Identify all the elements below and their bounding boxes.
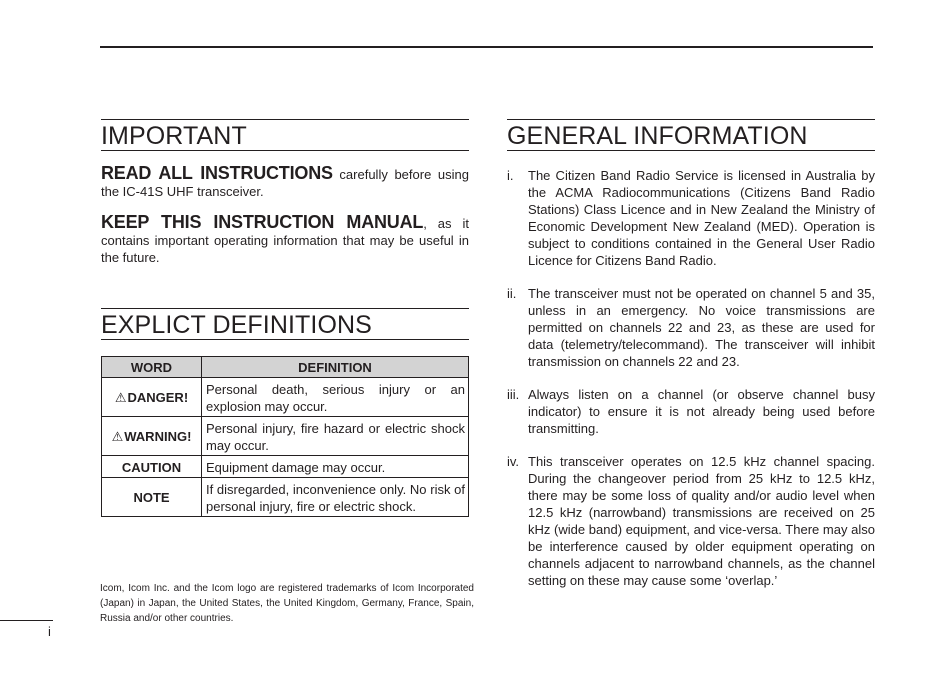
- warning-label: WARNING!: [124, 429, 192, 444]
- item-text: Always listen on a channel (or observe channel busy indicator) to ensure it is not already being used before transmitting.: [528, 387, 875, 436]
- list-item: [507, 167, 875, 269]
- page-number-rule: [0, 620, 53, 621]
- list-item: [507, 386, 875, 437]
- warning-word: [102, 417, 202, 456]
- left-column: [101, 119, 469, 517]
- caution-definition: Equipment damage may occur.: [202, 456, 469, 478]
- keep-manual-lead: KEEP THIS INSTRUCTION MANUAL: [101, 212, 424, 232]
- definitions-table: [101, 356, 469, 517]
- read-instructions-paragraph: [101, 165, 469, 200]
- definitions-header-row: [102, 357, 469, 378]
- important-heading: IMPORTANT: [101, 119, 469, 151]
- table-row: [102, 478, 469, 517]
- item-number: iii.: [507, 387, 520, 402]
- definitions-heading: EXPLICT DEFINITIONS: [101, 308, 469, 340]
- warning-triangle-icon: ⚠: [114, 390, 127, 405]
- danger-word: [102, 378, 202, 417]
- table-row: [102, 378, 469, 417]
- word-column-header: WORD: [102, 357, 202, 378]
- table-row: [102, 417, 469, 456]
- item-number: iv.: [507, 454, 520, 469]
- right-column: [507, 119, 875, 605]
- page-number: i: [48, 624, 51, 639]
- general-information-list: [507, 167, 875, 589]
- keep-manual-rest: , as it contains important operating information that may be useful in the future.: [101, 216, 469, 265]
- list-item: [507, 453, 875, 589]
- warning-definition: Personal injury, fire hazard or electric shock may occur.: [202, 417, 469, 456]
- danger-definition: Personal death, serious injury or an explosion may occur.: [202, 378, 469, 417]
- item-text: The transceiver must not be operated on channel 5 and 35, unless in an emergency. No voice transmissions are permitted on channels 22 and 23, as these are used for data (telemetry/telecommand). The transceiver will inhibit transmission on channels 22 and 23.: [528, 286, 875, 369]
- danger-label: DANGER!: [127, 390, 189, 405]
- top-rule: [100, 46, 873, 48]
- note-definition: If disregarded, inconvenience only. No risk of personal injury, fire or electric shock.: [202, 478, 469, 517]
- item-number: ii.: [507, 286, 517, 301]
- table-row: [102, 456, 469, 478]
- item-text: This transceiver operates on 12.5 kHz channel spacing. During the changeover period from 25 kHz to 12.5 kHz, there may be some loss of quality and/or audio level when 12.5 kHz (narrowband) transmissions are received on 25 kHz (wide band) equipment, and vice-versa. There may also be interference caused by older equipment operating on channels adjacent to narrowband channels, as the channel setting on these may cause some ‘overlap.’: [528, 454, 875, 588]
- warning-triangle-icon: ⚠: [111, 429, 124, 444]
- list-item: [507, 285, 875, 370]
- caution-word: CAUTION: [102, 456, 202, 478]
- general-information-heading: GENERAL INFORMATION: [507, 119, 875, 151]
- item-number: i.: [507, 168, 514, 183]
- item-text: The Citizen Band Radio Service is licensed in Australia by the ACMA Radiocommunications (Citizens Band Radio Stations) Class Licence and in New Zealand the Ministry of Economic Development New Zealand (MED). Operation is subject to conditions contained in the General User Radio Licence for Citizens Band Radio.: [528, 168, 875, 268]
- keep-manual-paragraph: [101, 214, 469, 266]
- read-instructions-rest: carefully before using the IC-41S UHF transceiver.: [101, 167, 469, 199]
- definition-column-header: DEFINITION: [202, 357, 469, 378]
- read-instructions-lead: READ ALL INSTRUCTIONS: [101, 163, 333, 183]
- note-word: NOTE: [102, 478, 202, 517]
- trademark-footnote: Icom, Icom Inc. and the Icom logo are registered trademarks of Icom Incorporated (Japan) in Japan, the United States, the United Kingdom, Germany, France, Spain, Russia and/or other countries.: [100, 583, 474, 624]
